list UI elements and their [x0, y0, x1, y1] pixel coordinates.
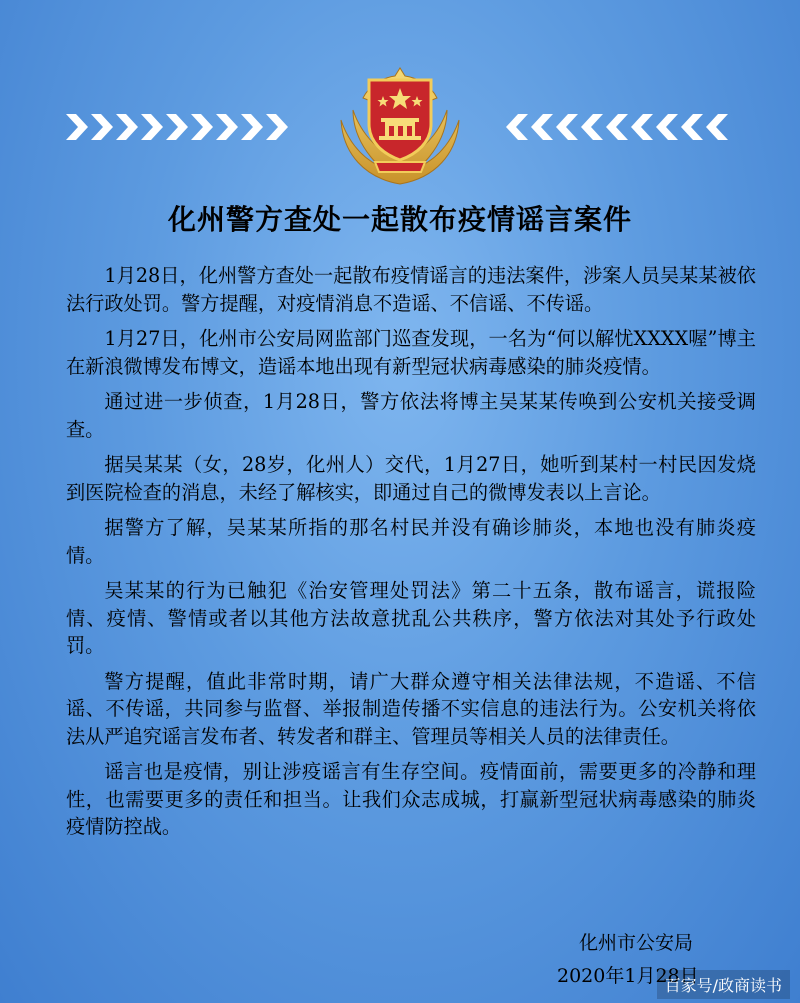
police-emblem-icon: [335, 58, 465, 186]
paragraph: 通过进一步侦查，1月28日，警方依法将博主吴某某传唤到公安机关接受调查。: [66, 390, 756, 441]
right-chevrons-icon: [506, 114, 736, 140]
signature-date: 2020年1月28日: [557, 965, 699, 987]
paragraph: 据警方了解，吴某某所指的那名村民并没有确诊肺炎，本地也没有肺炎疫情。: [66, 516, 756, 567]
left-chevrons-icon: [66, 114, 296, 140]
paragraph: 1月28日，化州警方查处一起散布疫情谣言的违法案件，涉案人员吴某某被依法行政处罚。警方提醒，对疫情消息不造谣、不信谣、不传谣。: [66, 264, 756, 315]
watermark: 百家号/政商读书: [657, 970, 790, 999]
right-chevron-row: [506, 114, 736, 140]
left-chevron-row: [66, 114, 296, 140]
paragraph: 谣言也是疫情，别让涉疫谣言有生存空间。疫情面前，需要更多的冷静和理性，也需要更多的责任和担当。让我们众志成城，打赢新型冠状病毒感染的肺炎疫情防控战。: [66, 760, 756, 838]
paragraph: 1月27日，化州市公安局网监部门巡查发现，一名为“何以解忧XXXX喔”博主在新浪微博发布博文，造谣本地出现有新型冠状病毒感染的肺炎疫情。: [66, 327, 756, 378]
article-body: [66, 262, 756, 849]
paragraph: 据吴某某（女，28岁，化州人）交代，1月27日，她听到某村一村民因发烧到医院检查的消息，未经了解核实，即通过自己的微博发表以上言论。: [66, 453, 756, 504]
paragraph: 吴某某的行为已触犯《治安管理处罚法》第二十五条，散布谣言，谎报险情、疫情、警情或者以其他方法故意扰乱公共秩序，警方依法对其处予行政处罚。: [66, 579, 756, 657]
paragraph: 警方提醒，值此非常时期，请广大群众遵守相关法律法规，不造谣、不信谣、不传谣，共同参与监督、举报制造传播不实信息的违法行为。公安机关将依法从严追究谣言发布者、转发者和群主、管理员等相关人员的法律责任。: [66, 669, 756, 748]
signature-org: 化州市公安局: [579, 932, 694, 954]
page-title: 化州警方查处一起散布疫情谣言案件: [167, 203, 632, 236]
